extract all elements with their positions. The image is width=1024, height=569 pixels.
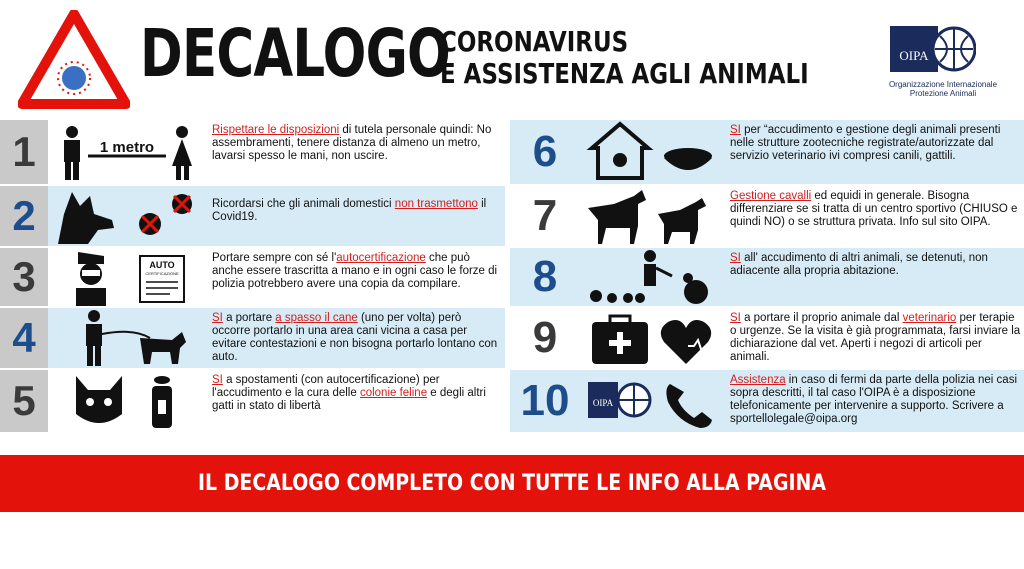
- subtitle-line-1: CORONAVIRUS: [440, 25, 629, 58]
- heart-icon: [661, 320, 711, 364]
- rule-8: [510, 248, 1024, 306]
- highlight-text: Assistenza: [730, 374, 786, 386]
- body-text: di tutela personale quindi: No assembramenti, tenere distanza di almeno un metro, lavarsi spesso le mani, non uscire.: [212, 124, 492, 162]
- rule-2: [0, 186, 505, 246]
- highlight-text: autocertificazione: [336, 252, 426, 264]
- rule-text: [730, 190, 1022, 229]
- rule-number: 6: [532, 127, 558, 176]
- highlight-text: a spasso il cane: [275, 312, 358, 324]
- highlight-text: SI: [730, 312, 741, 324]
- body-text: che può anche essere trascritta a mano e in ogni caso le forze di polizia potrebbero avere una copia da compilare.: [212, 252, 498, 290]
- document-label: AUTO: [149, 260, 175, 270]
- cat-food-icons: [54, 370, 204, 432]
- police-document-icons: [54, 248, 204, 306]
- rule-4: [0, 308, 505, 368]
- warning-sign-icon: [18, 10, 130, 110]
- phone-icon: [666, 384, 712, 428]
- rule-6: [510, 120, 1024, 184]
- oipa-logo-icon: [588, 382, 650, 418]
- assistance-icons: [584, 370, 724, 432]
- rule-number: 10: [520, 376, 570, 425]
- body-text: in caso di fermi da parte della polizia nei casi sopra descritti, il tal caso l'OIPA è a disposizione telefonicamente per intervenire a supporto. Scrivere a sportellolegale@oipa.org: [730, 374, 1018, 425]
- rule-text: [730, 312, 1022, 364]
- police-icon: [76, 252, 106, 306]
- pet-house-icon: [592, 124, 648, 178]
- rule-text: [212, 252, 502, 291]
- oipa-logo-caption: [878, 80, 1008, 98]
- vet-icons: [584, 308, 724, 368]
- rule-text: [730, 124, 1022, 163]
- body-text: il Covid19.: [212, 198, 487, 223]
- body-text: all' accudimento di altri animali, se detenuti, non adiacente alla propria abitazione.: [730, 252, 988, 277]
- rule-text: [212, 374, 502, 413]
- horse-icon: [658, 198, 706, 244]
- logo-caption-line-1: Organizzazione Internazionale: [888, 80, 998, 89]
- highlight-text: Rispettare le disposizioni: [212, 124, 340, 136]
- header: [0, 0, 1024, 118]
- rule-7: [510, 186, 1024, 246]
- rule-number: 2: [12, 192, 36, 239]
- rule-number: 4: [12, 314, 36, 361]
- body-text: Portare sempre con sé l': [212, 252, 337, 264]
- rule-text: [730, 252, 1022, 278]
- highlight-text: veterinario: [902, 312, 957, 324]
- virus-icon: [139, 194, 192, 235]
- rule-text: [212, 312, 502, 364]
- shelter-icons: [584, 120, 724, 184]
- highlight-text: SI: [212, 312, 223, 324]
- body-text: (uno per volta) però occorre portarlo in una area cani vicina a casa per evitare contestazioni e non bisogna portarlo lontano con auto.: [212, 312, 498, 363]
- highlight-text: SI: [212, 374, 223, 386]
- dog-icon: [58, 192, 114, 244]
- highlight-text: colonie feline: [359, 387, 428, 399]
- highlight-text: SI: [730, 124, 741, 136]
- walking-person-icon: [86, 310, 102, 366]
- oipa-logo: [878, 20, 1008, 110]
- body-text: per “accudimento e gestione degli animali presenti nelle strutture zootecniche registrate/autorizzate dal servizio veterinario ivi compresi canili, gattili.: [730, 124, 1001, 162]
- body-text: per terapie o urgenze. Se la visita è già programmata, farsi inviare la dichiarazione dal vet. Aperti i negozi di articoli per animali.: [730, 312, 1021, 363]
- rule-number: 7: [532, 191, 558, 240]
- horse-icon: [588, 190, 646, 244]
- cat-food-can-icon: [152, 376, 172, 428]
- rule-number: 3: [12, 253, 36, 300]
- body-text: Ricordarsi che gli animali domestici: [212, 198, 395, 210]
- rule-text: [212, 198, 502, 224]
- page-subtitle: [440, 26, 809, 90]
- rule-text: [730, 374, 1022, 426]
- rule-number: 8: [532, 252, 558, 301]
- subtitle-line-2: E ASSISTENZA AGLI ANIMALI: [440, 57, 809, 90]
- body-text: a portare: [222, 312, 276, 324]
- oipa-globe-icon: [890, 26, 976, 72]
- rule-number: 9: [532, 313, 558, 362]
- turkey-icon: [683, 273, 708, 304]
- rule-number: 5: [12, 377, 36, 424]
- rule-number: 1: [12, 128, 36, 175]
- rule-5: [0, 370, 505, 432]
- rule-3: [0, 248, 505, 306]
- man-icon: [64, 126, 80, 180]
- highlight-text: non trasmettono: [394, 198, 478, 210]
- highlight-text: SI: [730, 252, 741, 264]
- page-title: DECALOGO: [140, 15, 451, 92]
- oipa-logo-text: OIPA: [899, 48, 929, 63]
- rule-9: [510, 308, 1024, 368]
- cat-icon: [76, 376, 122, 423]
- first-aid-kit-icon: [592, 316, 648, 364]
- body-text: a spostamenti (con autocertificazione) per l'accudimento e la cura delle: [212, 374, 440, 399]
- body-text: a portare il proprio animale dal: [740, 312, 903, 324]
- rule-10: [510, 370, 1024, 432]
- distance-label: 1 metro: [99, 139, 155, 156]
- dog-virus-icons: [54, 186, 204, 246]
- footer-banner: [0, 455, 1024, 553]
- logo-caption-line-2: Protezione Animali: [909, 89, 977, 98]
- distance-icons: [54, 120, 204, 184]
- body-text: ed equidi in generale. Bisogna differenziare se si tratta di un centro sportivo (CHIUSO e quindi NO) o se struttura privata. Info sul sito OIPA.: [730, 190, 1018, 228]
- horse-icons: [584, 186, 724, 246]
- oipa-small-text: OIPA: [592, 398, 614, 408]
- footer-text: IL DECALOGO COMPLETO CON TUTTE LE INFO ALLA PAGINA WWW.OIPA.ORG/ITALIA/CORONAVIRUS: [198, 471, 826, 553]
- document-icon: [140, 256, 184, 302]
- farmer-feeding-icon: [590, 250, 672, 303]
- document-sublabel: CERTIFICAZIONE: [145, 271, 179, 276]
- woman-icon: [172, 126, 192, 180]
- dog-leash-icon: [102, 332, 186, 364]
- pet-bowl-icon: [664, 148, 712, 170]
- highlight-text: Gestione cavalli: [730, 190, 812, 202]
- rule-text: [212, 124, 502, 163]
- rule-1: [0, 120, 505, 184]
- dog-walk-icons: [54, 308, 204, 368]
- body-text: e degli altri gatti in stato di libertà: [212, 387, 486, 412]
- farm-icons: [584, 248, 724, 306]
